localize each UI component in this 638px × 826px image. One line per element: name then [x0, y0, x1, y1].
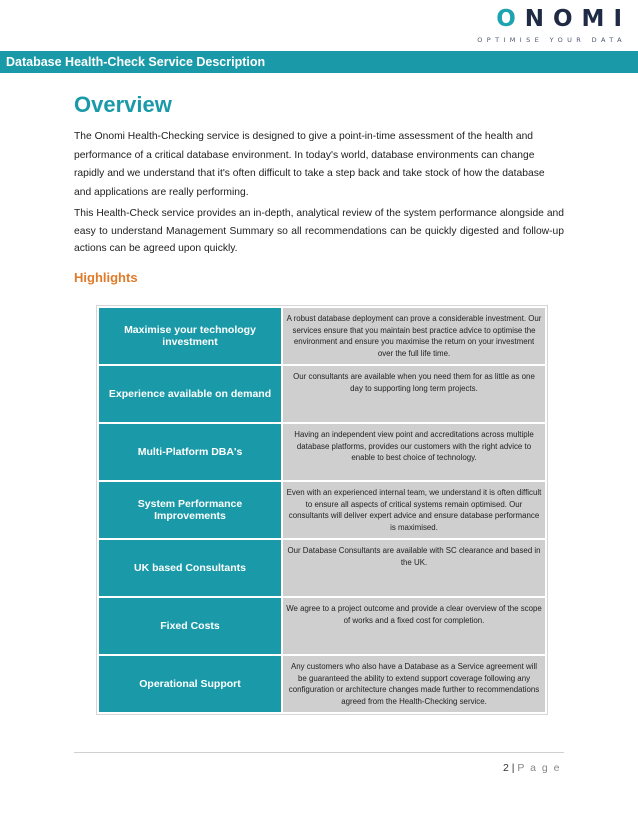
page-label: P a g e	[517, 762, 561, 774]
highlight-label: Fixed Costs	[99, 598, 281, 654]
overview-paragraph-1: The Onomi Health-Checking service is designed to give a point-in-time assessment of the health and performance of a critical database environment. In today's world, database environments can change rapidly and we understand that it's often difficult to take a step back and take stock of how the database and applications are really performing.	[74, 131, 545, 198]
onomi-logo	[477, 6, 631, 44]
highlight-label: UK based Consultants	[99, 540, 281, 596]
highlight-description: Our consultants are available when you need them for as little as one day to supporting long term projects.	[283, 366, 545, 422]
highlights-heading: Highlights	[74, 269, 138, 285]
page-number	[503, 762, 561, 774]
highlight-row	[99, 482, 545, 538]
logo-tagline: OPTIMISE YOUR DATA	[477, 36, 626, 44]
overview-section	[74, 88, 564, 288]
page-number-value: 2	[502, 762, 509, 774]
highlight-label: Multi-Platform DBA's	[99, 424, 281, 480]
logo-rest-letters: NOMI	[524, 6, 631, 32]
highlight-label: Operational Support	[99, 656, 281, 712]
logo-first-letter: O	[496, 6, 525, 32]
logo-wordmark	[477, 6, 631, 32]
highlight-label: System Performance Improvements	[99, 482, 281, 538]
highlight-label: Maximise your technology investment	[99, 308, 281, 364]
highlight-description: A robust database deployment can prove a considerable investment. Our services ensure that you maintain best practice advice to optimise the environment and ensure you maximise the return on your investment over the full life time.	[283, 308, 545, 364]
page-number-separator: |	[511, 762, 515, 774]
highlight-row	[99, 366, 545, 422]
highlight-row	[99, 424, 545, 480]
highlight-description: Any customers who also have a Database as a Service agreement will be guaranteed the ability to extend support coverage following any configuration or architecture changes made further to recommendations agreed from the Health-Checking service.	[283, 656, 545, 712]
highlight-label: Experience available on demand	[99, 366, 281, 422]
highlight-row	[99, 308, 545, 364]
highlight-description: Having an independent view point and accreditations across multiple database platforms, provides our customers with the right advice to enable to best choice of technology.	[283, 424, 545, 480]
highlight-description: Our Database Consultants are available with SC clearance and based in the UK.	[283, 540, 545, 596]
highlights-table	[96, 305, 548, 715]
document-header-bar: Database Health-Check Service Description	[0, 51, 638, 73]
overview-paragraph-2: This Health-Check service provides an in-depth, analytical review of the system performance alongside and easy to understand Management Summary so all recommendations can be quickly digested and follow-up actions can be agreed upon quickly.	[74, 208, 564, 254]
highlight-row	[99, 598, 545, 654]
overview-heading: Overview	[74, 92, 172, 117]
footer-divider	[74, 752, 564, 753]
highlight-row	[99, 540, 545, 596]
highlight-description: We agree to a project outcome and provide a clear overview of the scope of works and a fixed cost for completion.	[283, 598, 545, 654]
highlight-description: Even with an experienced internal team, we understand it is often difficult to ensure all aspects of critical systems remain optimised. Our consultants will deliver expert advice and ensure database performance is maximised.	[283, 482, 545, 538]
highlight-row	[99, 656, 545, 712]
